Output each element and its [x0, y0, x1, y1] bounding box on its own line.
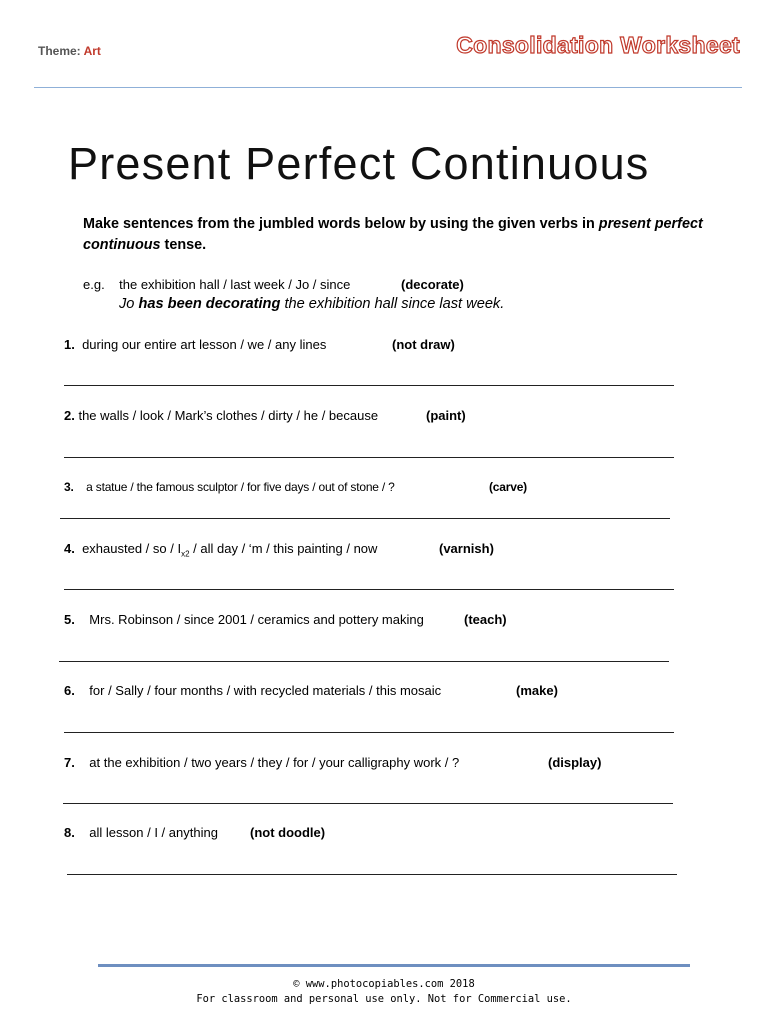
question-7: [64, 755, 602, 770]
question-number: 8.: [64, 825, 75, 840]
question-3: [64, 480, 527, 494]
theme-label: [38, 44, 101, 58]
question-verb: (not draw): [392, 337, 455, 352]
question-verb: (carve): [489, 480, 527, 494]
footer-copyright: © www.photocopiables.com 2018: [293, 978, 475, 990]
instructions-text-2: tense.: [160, 237, 207, 253]
answer-line-6[interactable]: [64, 732, 674, 733]
question-verb: (make): [516, 683, 558, 698]
question-subscript: x2: [181, 549, 190, 559]
question-verb: (paint): [426, 408, 466, 423]
theme-key: Theme:: [38, 44, 81, 58]
answer-line-7[interactable]: [63, 803, 673, 804]
instructions-text-1: Make sentences from the jumbled words below by using the given verbs in: [83, 216, 599, 232]
question-words: all lesson / I / anything: [89, 825, 218, 840]
question-verb: (display): [548, 755, 602, 770]
example-verb: (decorate): [401, 277, 464, 292]
question-4: [64, 541, 494, 559]
question-number: 1.: [64, 337, 75, 352]
example-answer: [119, 296, 504, 312]
question-words: the walls / look / Mark’s clothes / dirty / he / because: [78, 408, 379, 423]
answer-line-8[interactable]: [67, 874, 677, 875]
instructions: [83, 214, 723, 256]
example-label: e.g.: [83, 277, 105, 292]
question-2: [64, 408, 466, 423]
example-answer-post: the exhibition hall since last week.: [280, 296, 505, 312]
brand-title: Consolidation Worksheet: [456, 32, 740, 58]
example-prompt: [83, 277, 464, 292]
question-number: 2.: [64, 408, 75, 423]
question-words: Mrs. Robinson / since 2001 / ceramics and pottery making: [89, 612, 424, 627]
answer-line-5[interactable]: [59, 661, 669, 662]
question-words: a statue / the famous sculptor / for five days / out of stone / ?: [86, 480, 395, 494]
question-verb: (teach): [464, 612, 507, 627]
example-words: the exhibition hall / last week / Jo / since: [119, 277, 351, 292]
question-verb: (not doodle): [250, 825, 326, 840]
question-number: 5.: [64, 612, 75, 627]
instructions-tense: present perfect continuous: [83, 216, 703, 253]
footer-divider: [98, 964, 690, 967]
question-number: 7.: [64, 755, 75, 770]
answer-line-4[interactable]: [64, 589, 674, 590]
question-8: [64, 825, 326, 840]
question-words-a: exhausted / so / I: [82, 541, 182, 556]
header-divider: [34, 87, 742, 88]
question-words-b: / all day / ‘m / this painting / now: [193, 541, 378, 556]
question-words: during our entire art lesson / we / any lines: [82, 337, 327, 352]
question-number: 6.: [64, 683, 75, 698]
footer-notice: For classroom and personal use only. Not for Commercial use.: [196, 993, 572, 1005]
question-1: [64, 337, 455, 352]
question-number: 4.: [64, 541, 75, 556]
question-verb: (varnish): [439, 541, 494, 556]
question-words: at the exhibition / two years / they / for / your calligraphy work / ?: [89, 755, 460, 770]
question-number: 3.: [64, 480, 74, 494]
example-answer-verb: has been decorating: [138, 296, 281, 312]
question-words: for / Sally / four months / with recycled materials / this mosaic: [89, 683, 442, 698]
question-6: [64, 683, 558, 698]
question-5: [64, 612, 507, 627]
answer-line-1[interactable]: [64, 385, 674, 386]
answer-line-3[interactable]: [60, 518, 670, 519]
theme-value: Art: [83, 44, 101, 58]
answer-line-2[interactable]: [64, 457, 674, 458]
page-title: Present Perfect Continuous: [68, 138, 650, 189]
example-answer-pre: Jo: [119, 296, 139, 312]
